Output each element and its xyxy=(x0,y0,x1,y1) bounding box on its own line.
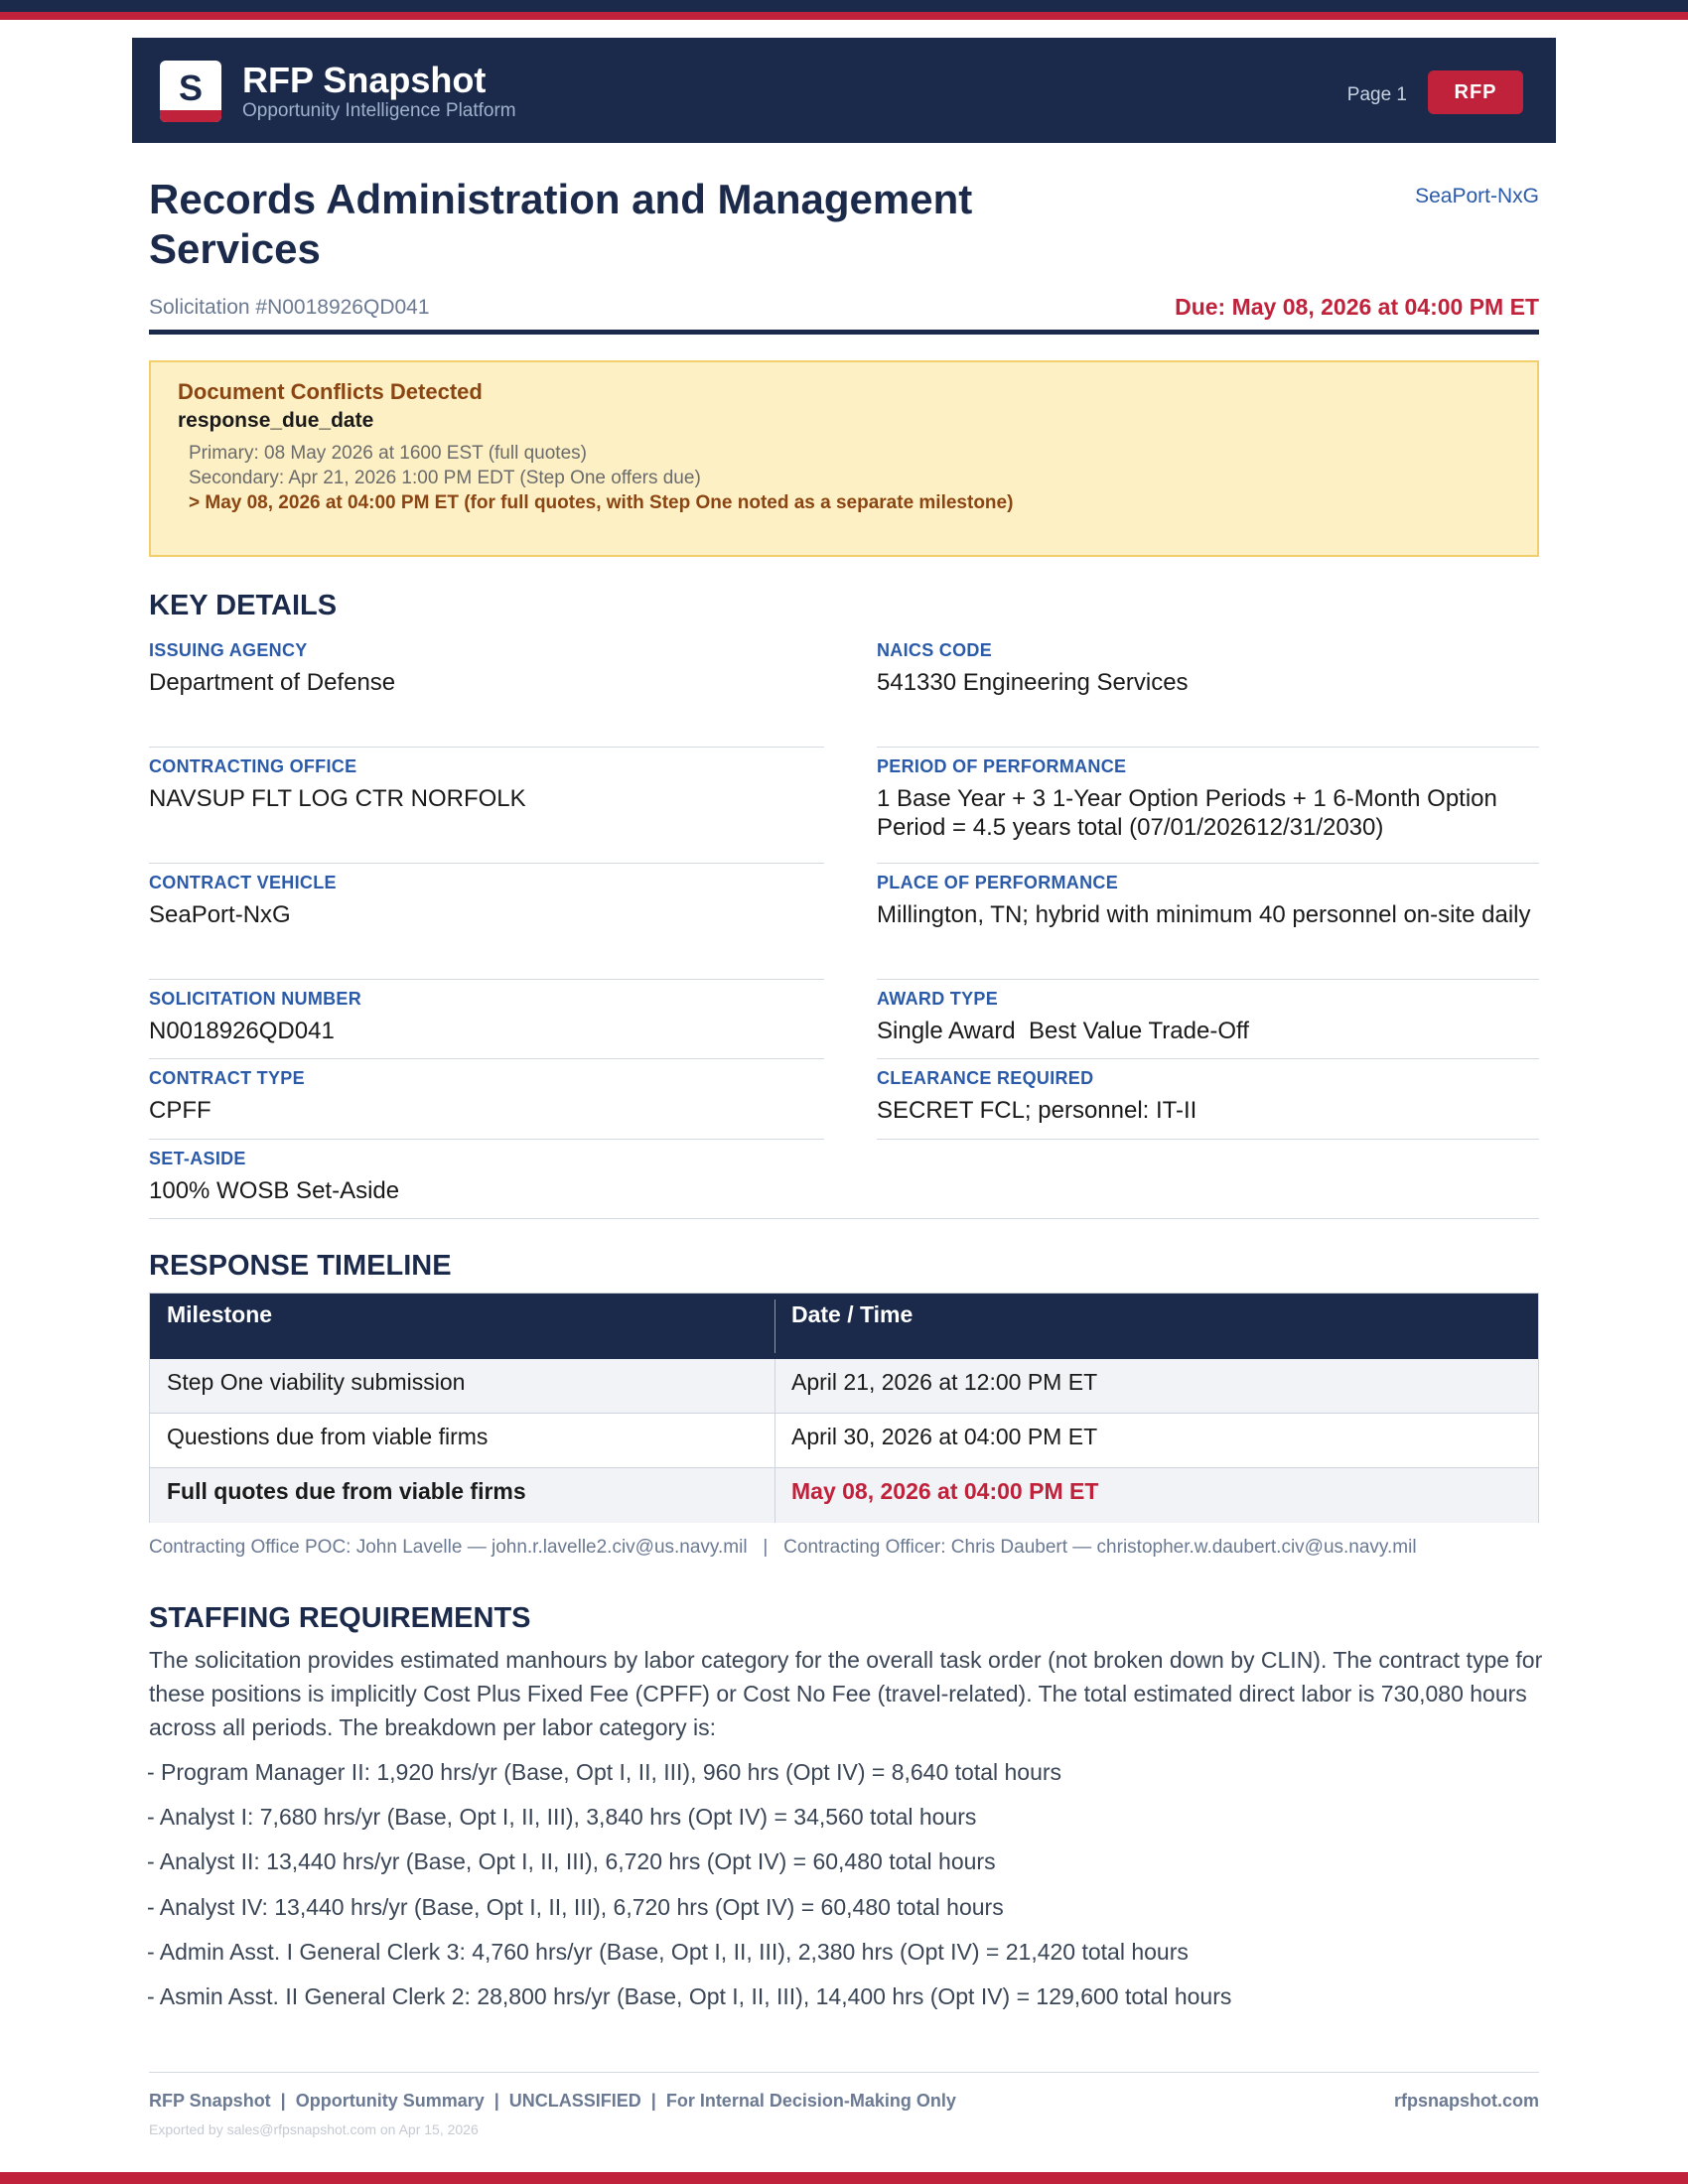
row-divider xyxy=(149,1218,1539,1219)
award-type-value: Single Award Best Value Trade-Off xyxy=(877,1018,1249,1044)
labor-category-item: - Analyst I: 7,680 hrs/yr (Base, Opt I, II, III), 3,840 hrs (Opt IV) = 34,560 total hours xyxy=(147,1804,977,1830)
place-of-performance-label: PLACE OF PERFORMANCE xyxy=(877,873,1119,892)
contact-line: Contracting Office POC: John Lavelle — john.r.lavelle2.civ@us.navy.mil | Contracting Officer: Chris Daubert — christopher.w.daubert.civ@us.navy.mil xyxy=(149,1537,1417,1558)
title-divider xyxy=(149,330,1539,335)
issuing-agency-value: Department of Defense xyxy=(149,669,396,696)
labor-category-item: - Asmin Asst. II General Clerk 2: 28,800 hrs/yr (Base, Opt I, II, III), 14,400 hrs (Opt IV) = 129,600 total hours xyxy=(147,1983,1232,2009)
table-row xyxy=(150,1468,1538,1523)
naics-code-value: 541330 Engineering Services xyxy=(877,669,1189,696)
date-cell: May 08, 2026 at 04:00 PM ET xyxy=(791,1478,1099,1504)
conflict-alert xyxy=(149,360,1539,557)
row-divider xyxy=(877,747,1539,748)
conflict-secondary: Secondary: Apr 21, 2026 1:00 PM EDT (Step One offers due) xyxy=(189,468,701,488)
timeline-table xyxy=(149,1293,1539,1523)
clearance-required-label: CLEARANCE REQUIRED xyxy=(877,1068,1094,1088)
conflict-field: response_due_date xyxy=(178,409,374,432)
row-divider xyxy=(149,1058,824,1059)
conflict-title: Document Conflicts Detected xyxy=(178,379,483,404)
date-column-header: Date / Time xyxy=(791,1301,914,1327)
document-title: Records Administration and Management Services xyxy=(149,176,973,272)
award-type-label: AWARD TYPE xyxy=(877,989,999,1009)
brand-title: RFP Snapshot xyxy=(242,60,487,100)
labor-category-item: - Program Manager II: 1,920 hrs/yr (Base, Opt I, II, III), 960 hrs (Opt IV) = 8,640 total hours xyxy=(147,1759,1062,1785)
staffing-requirements-heading: STAFFING REQUIREMENTS xyxy=(149,1602,531,1634)
labor-category-item: - Admin Asst. I General Clerk 3: 4,760 hrs/yr (Base, Opt I, II, III), 2,380 hrs (Opt IV) = 21,420 total hours xyxy=(147,1939,1189,1965)
staffing-paragraph: The solicitation provides estimated manhours by labor category for the overall task order (not broken down by CLIN). The contract type for these positions is implicitly Cost Plus Fixed Fee (CPFF) or Cost No Fee (travel-related). The total estimated direct labor is 730,080 hours across all periods. The breakdown per labor category is: xyxy=(149,1647,1543,1740)
export-note: Exported by sales@rfpsnapshot.com on Apr 15, 2026 xyxy=(149,2121,479,2137)
period-of-performance-label: PERIOD OF PERFORMANCE xyxy=(877,756,1127,776)
logo: S xyxy=(160,61,221,122)
row-divider xyxy=(149,747,824,748)
page-header xyxy=(132,38,1556,143)
footer-site-link[interactable]: rfpsnapshot.com xyxy=(1393,2091,1539,2111)
set-aside-value: 100% WOSB Set-Aside xyxy=(149,1177,400,1204)
clearance-required-value: SECRET FCL; personnel: IT-II xyxy=(877,1097,1197,1124)
milestone-cell: Full quotes due from viable firms xyxy=(167,1478,526,1504)
row-divider xyxy=(149,863,824,864)
period-of-performance-value: 1 Base Year + 3 1-Year Option Periods + 1 6-Month Option Period = 4.5 years total (07/01/202612/31/2030) xyxy=(877,785,1497,841)
contracting-office-label: CONTRACTING OFFICE xyxy=(149,756,357,776)
response-timeline-heading: RESPONSE TIMELINE xyxy=(149,1250,452,1282)
solicitation-number: Solicitation #N0018926QD041 xyxy=(149,296,430,319)
conflict-resolution: > May 08, 2026 at 04:00 PM ET (for full quotes, with Step One noted as a separate milestone) xyxy=(189,492,1014,513)
solicitation-number-value: N0018926QD041 xyxy=(149,1018,335,1044)
row-divider xyxy=(877,979,1539,980)
place-of-performance-value: Millington, TN; hybrid with minimum 40 personnel on-site daily xyxy=(877,901,1531,928)
set-aside-label: SET-ASIDE xyxy=(149,1149,246,1168)
row-divider xyxy=(149,1139,824,1140)
labor-category-item: - Analyst IV: 13,440 hrs/yr (Base, Opt I, II, III), 6,720 hrs (Opt IV) = 60,480 total hours xyxy=(147,1894,1004,1920)
footer-text: RFP Snapshot | Opportunity Summary | UNCLASSIFIED | For Internal Decision-Making Only xyxy=(149,2091,956,2111)
table-row xyxy=(150,1359,1538,1414)
contract-vehicle-value: SeaPort-NxG xyxy=(149,901,291,928)
solicitation-number-label: SOLICITATION NUMBER xyxy=(149,989,362,1009)
milestone-cell: Step One viability submission xyxy=(167,1369,466,1395)
issuing-agency-label: ISSUING AGENCY xyxy=(149,640,308,660)
row-divider xyxy=(877,1139,1539,1140)
milestone-cell: Questions due from viable firms xyxy=(167,1424,489,1449)
date-cell: April 30, 2026 at 04:00 PM ET xyxy=(791,1424,1098,1449)
contract-type-value: CPFF xyxy=(149,1097,211,1124)
contracting-office-value: NAVSUP FLT LOG CTR NORFOLK xyxy=(149,785,526,812)
date-cell: April 21, 2026 at 12:00 PM ET xyxy=(791,1369,1098,1395)
row-divider xyxy=(149,979,824,980)
contract-vehicle-link[interactable]: SeaPort-NxG xyxy=(1415,185,1539,207)
rfp-badge: RFP xyxy=(1428,70,1523,114)
table-row xyxy=(150,1414,1538,1468)
top-stripe xyxy=(0,0,1688,20)
key-details-heading: KEY DETAILS xyxy=(149,590,338,621)
naics-code-label: NAICS CODE xyxy=(877,640,993,660)
labor-category-item: - Analyst II: 13,440 hrs/yr (Base, Opt I, II, III), 6,720 hrs (Opt IV) = 60,480 total hours xyxy=(147,1848,996,1874)
contract-type-label: CONTRACT TYPE xyxy=(149,1068,305,1088)
timeline-header-row xyxy=(150,1294,1538,1359)
brand-subtitle: Opportunity Intelligence Platform xyxy=(242,100,516,121)
page-number: Page 1 xyxy=(1346,84,1407,105)
row-divider xyxy=(877,863,1539,864)
conflict-primary: Primary: 08 May 2026 at 1600 EST (full quotes) xyxy=(189,443,587,464)
footer-divider xyxy=(149,2072,1539,2073)
contract-vehicle-label: CONTRACT VEHICLE xyxy=(149,873,337,892)
milestone-column-header: Milestone xyxy=(167,1301,273,1327)
due-date: Due: May 08, 2026 at 04:00 PM ET xyxy=(1175,294,1539,320)
row-divider xyxy=(877,1058,1539,1059)
bottom-stripe xyxy=(0,2172,1688,2184)
